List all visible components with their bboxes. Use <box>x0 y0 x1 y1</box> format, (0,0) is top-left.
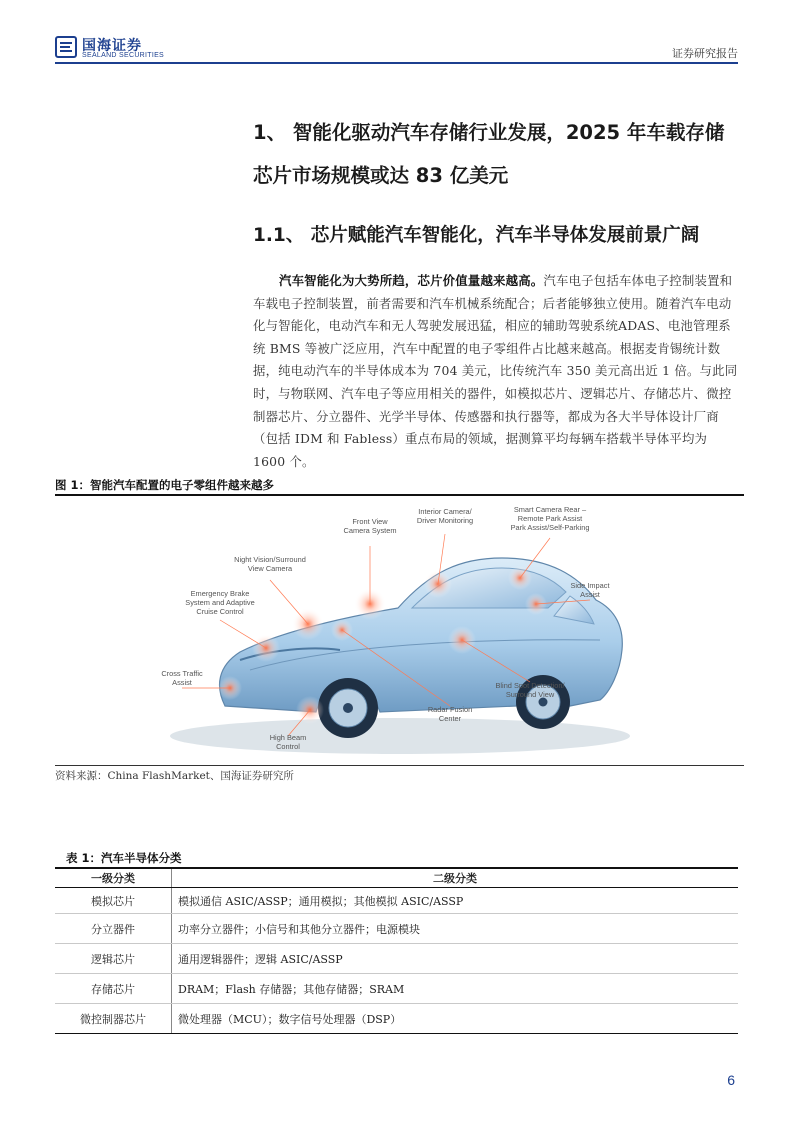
subsection-heading: 1.1、 芯片赋能汽车智能化，汽车半导体发展前景广阔 <box>253 225 700 246</box>
figure-callout-label: Radar Fusion Center <box>427 705 473 723</box>
table-row <box>55 944 738 974</box>
smart-car-sensor-figure <box>130 500 670 762</box>
car-shadow <box>170 718 630 754</box>
figure-callout-label: Interior Camera/ Driver Monitoring <box>416 507 474 525</box>
table-row <box>55 914 738 944</box>
table-row <box>55 974 738 1004</box>
report-type-label: 证券研究报告 <box>672 47 738 60</box>
figure-bottom-rule <box>55 765 744 766</box>
table-cell-level2: DRAM；Flash 存储器；其他存储器；SRAM <box>172 974 739 1004</box>
table-header-cell: 二级分类 <box>172 868 739 888</box>
figure-callout-label: Front View Camera System <box>343 517 397 535</box>
page-number: 6 <box>727 1072 735 1088</box>
table-cell-level1: 逻辑芯片 <box>55 944 172 974</box>
brand-name-en: SEALAND SECURITIES <box>82 52 165 59</box>
table-cell-level2: 微处理器（MCU）；数字信号处理器（DSP） <box>172 1004 739 1034</box>
figure-callout-label: Smart Camera Rear – Remote Park Assist Park Assist/Self-Parking <box>510 505 590 532</box>
table-cell-level2: 通用逻辑器件；逻辑 ASIC/ASSP <box>172 944 739 974</box>
table-row <box>55 1004 738 1034</box>
table-cell-level1: 分立器件 <box>55 914 172 944</box>
paragraph-body: 汽车电子包括车体电子控制装置和车载电子控制装置，前者需要和汽车机械系统配合；后者能够独立使用。随着汽车电动化与智能化，电动汽车和无人驾驶发展迅猛，相应的辅助驾驶系统ADAS、电池管理系统 BMS 等被广泛应用，汽车中配置的电子零组件占比越来越高。根据麦肯锡统计数据，纯电动汽车的半导体成本为 704 美元，比传统汽车 350 美元高出近 1 倍。与此同时，与物联网、汽车电子等应用相关的器件，如模拟芯片、逻辑芯片、存储芯片、微控制器芯片、分立器件、光学半导体、传感器和执行器等，都成为各大半导体设计厂商（包括 IDM 和 Fabless）重点布局的领域，据测算平均每辆车搭载半导体平均为 1600 个。 <box>253 273 738 469</box>
table-cell-level1: 存储芯片 <box>55 974 172 1004</box>
table-row <box>55 888 738 914</box>
sealand-logo-icon <box>55 36 77 58</box>
figure-title: 图 1：智能汽车配置的电子零组件越来越多 <box>55 478 275 492</box>
section-heading-line2: 芯片市场规模或达 83 亿美元 <box>253 164 509 187</box>
figure-callout-label: Night Vision/Surround View Camera <box>234 555 306 573</box>
front-wheel <box>318 678 378 738</box>
table-cell-level2: 模拟通信 ASIC/ASSP；通用模拟；其他模拟 ASIC/ASSP <box>172 888 739 914</box>
figure-top-rule <box>55 494 744 496</box>
figure-callout-label: Cross Traffic Assist <box>161 669 203 687</box>
table-cell-level1: 模拟芯片 <box>55 888 172 914</box>
header-divider <box>55 62 738 64</box>
figure-callout-label: Side Impact Assist <box>570 581 610 599</box>
table-title: 表 1：汽车半导体分类 <box>66 851 182 865</box>
paragraph-lead: 汽车智能化为大势所趋，芯片价值量越来越高。 <box>279 273 544 288</box>
table-header-cell: 一级分类 <box>55 868 172 888</box>
figure-callout-label: High Beam Control <box>269 733 307 751</box>
figure-source: 资料来源：China FlashMarket、国海证券研究所 <box>55 770 294 782</box>
table-header-row <box>55 868 738 888</box>
section-heading-line1: 1、 智能化驱动汽车存储行业发展，2025 年车载存储 <box>253 121 725 144</box>
brand-name: 国海证券 <box>82 38 142 54</box>
table-cell-level2: 功率分立器件；小信号和其他分立器件；电源模块 <box>172 914 739 944</box>
body-paragraph <box>253 270 738 473</box>
figure-callout-label: Emergency Brake System and Adaptive Cruise Control <box>185 589 255 616</box>
figure-callout-label: Blind Spot Detection/ Surround View <box>495 681 565 699</box>
table-cell-level1: 微控制器芯片 <box>55 1004 172 1034</box>
semiconductor-classification-table <box>55 867 738 1034</box>
